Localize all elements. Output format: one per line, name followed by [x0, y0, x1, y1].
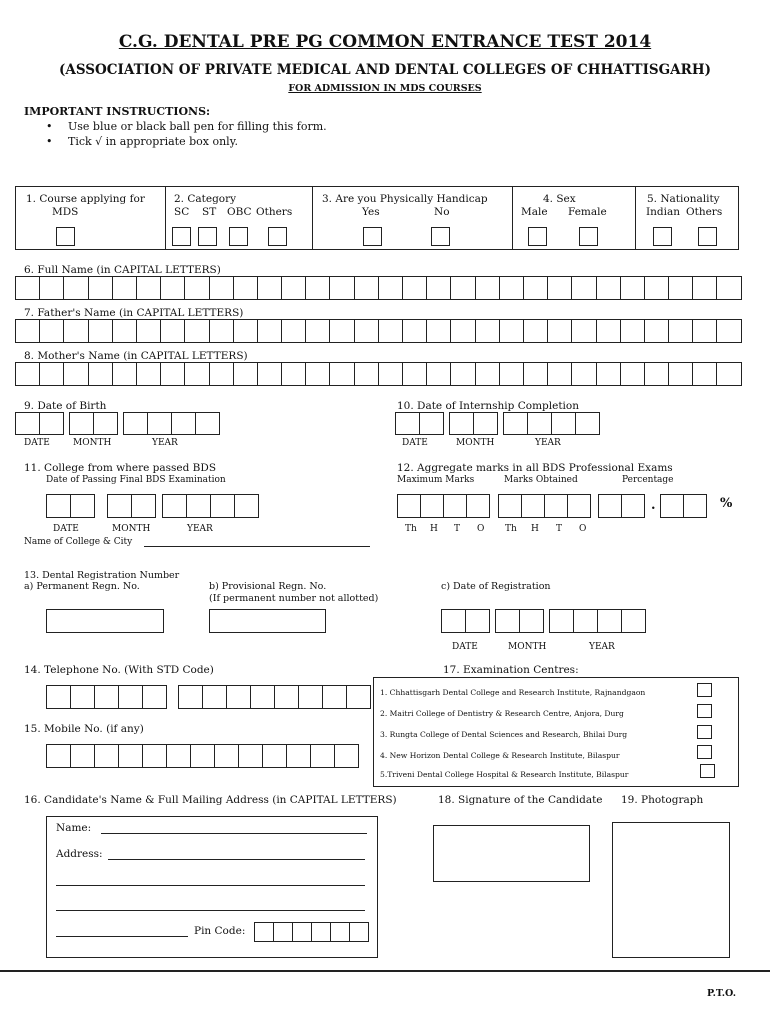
char-cell[interactable]: [142, 685, 167, 709]
exam-centre-2-checkbox[interactable]: [697, 704, 712, 718]
char-cell[interactable]: [195, 412, 220, 435]
pin-code-label: Pin Code:: [194, 925, 246, 937]
char-cell[interactable]: [521, 494, 545, 518]
char-cell[interactable]: [46, 685, 71, 709]
char-cell[interactable]: [450, 276, 475, 300]
q19-label: 19. Photograph: [621, 794, 704, 806]
exam-centre-1-checkbox[interactable]: [697, 683, 712, 697]
char-cell[interactable]: [184, 276, 209, 300]
char-cell[interactable]: [202, 685, 227, 709]
dob-year-caption: YEAR: [152, 438, 178, 448]
q7-label: 7. Father's Name (in CAPITAL LETTERS): [24, 307, 244, 319]
char-cell[interactable]: [250, 685, 275, 709]
char-cell[interactable]: [112, 276, 137, 300]
char-cell[interactable]: [692, 319, 717, 343]
char-cell[interactable]: [171, 412, 196, 435]
char-cell[interactable]: [354, 362, 379, 386]
char-cell[interactable]: [523, 362, 548, 386]
form-title: C.G. DENTAL PRE PG COMMON ENTRANCE TEST 2014: [118, 32, 652, 52]
char-cell[interactable]: [209, 319, 234, 343]
exam-centre-2: 2. Maitri College of Dentistry & Research Centre, Anjora, Durg: [380, 709, 624, 718]
instruction-item-2: Tick √ in appropriate box only.: [68, 135, 238, 148]
char-cell[interactable]: [644, 319, 669, 343]
address-line-3[interactable]: [56, 910, 365, 911]
registration-date-label: c) Date of Registration: [441, 581, 551, 592]
instructions-heading: IMPORTANT INSTRUCTIONS:: [24, 105, 211, 118]
char-cell[interactable]: [498, 494, 522, 518]
char-cell[interactable]: [15, 276, 40, 300]
char-cell[interactable]: [94, 685, 119, 709]
mds-checkbox[interactable]: [56, 227, 75, 246]
char-cell[interactable]: [716, 362, 741, 386]
char-cell[interactable]: [378, 362, 403, 386]
char-cell[interactable]: [692, 362, 717, 386]
percentage-label: Percentage: [622, 475, 674, 485]
exam-centre-3-checkbox[interactable]: [697, 725, 712, 739]
char-cell[interactable]: [142, 744, 167, 768]
place-o-2: O: [579, 524, 587, 534]
char-cell[interactable]: [274, 685, 299, 709]
char-cell[interactable]: [209, 362, 234, 386]
internship-month-input[interactable]: [449, 412, 498, 435]
percentage-decimal-point: .: [651, 498, 656, 513]
internship-year-caption: YEAR: [535, 438, 561, 448]
char-cell[interactable]: [466, 494, 490, 518]
char-cell[interactable]: [184, 362, 209, 386]
char-cell[interactable]: [567, 494, 591, 518]
char-cell[interactable]: [523, 276, 548, 300]
char-cell[interactable]: [286, 744, 311, 768]
char-cell[interactable]: [112, 362, 137, 386]
char-cell[interactable]: [443, 494, 467, 518]
char-cell[interactable]: [683, 494, 707, 518]
char-cell[interactable]: [136, 362, 161, 386]
address-line-4[interactable]: [56, 936, 188, 937]
handicap-yes-label: Yes: [362, 206, 380, 218]
reg-month-caption: MONTH: [508, 642, 547, 652]
nationality-indian-label: Indian: [646, 206, 681, 218]
char-cell[interactable]: [523, 319, 548, 343]
exam-centre-3: 3. Rungta College of Dental Sciences and Research, Bhilai Durg: [380, 730, 628, 739]
char-cell[interactable]: [214, 744, 239, 768]
char-cell[interactable]: [596, 319, 621, 343]
char-cell[interactable]: [147, 412, 172, 435]
char-cell[interactable]: [160, 276, 185, 300]
internship-month-caption: MONTH: [456, 438, 495, 448]
q18-label: 18. Signature of the Candidate: [438, 794, 603, 806]
char-cell[interactable]: [281, 276, 306, 300]
char-cell[interactable]: [234, 494, 259, 518]
marks-obtained-input[interactable]: [498, 494, 591, 518]
char-cell[interactable]: [597, 609, 622, 633]
char-cell[interactable]: [544, 494, 568, 518]
category-st-label: ST: [202, 206, 217, 218]
q8-label: 8. Mother's Name (in CAPITAL LETTERS): [24, 350, 248, 362]
char-cell[interactable]: [329, 362, 354, 386]
marks-obtained-label: Marks Obtained: [504, 475, 578, 485]
char-cell[interactable]: [262, 744, 287, 768]
percent-sign: %: [720, 496, 733, 511]
exam-centre-5-checkbox[interactable]: [700, 764, 715, 778]
char-cell[interactable]: [499, 319, 524, 343]
q10-label: 10. Date of Internship Completion: [397, 400, 579, 412]
char-cell[interactable]: [305, 362, 330, 386]
q1-label: 1. Course applying for: [26, 193, 145, 205]
divider: [635, 186, 636, 250]
address-address-label: Address:: [56, 848, 103, 860]
sex-female-checkbox[interactable]: [579, 227, 598, 246]
char-cell[interactable]: [499, 362, 524, 386]
bds-date-caption: DATE: [53, 524, 79, 534]
char-cell[interactable]: [644, 276, 669, 300]
char-cell[interactable]: [63, 276, 88, 300]
nationality-others-checkbox[interactable]: [698, 227, 717, 246]
char-cell[interactable]: [15, 362, 40, 386]
mother-name-input[interactable]: [15, 362, 742, 386]
char-cell[interactable]: [329, 319, 354, 343]
char-cell[interactable]: [88, 276, 113, 300]
category-obc-label: OBC: [227, 206, 252, 218]
place-o-1: O: [477, 524, 485, 534]
char-cell[interactable]: [184, 319, 209, 343]
char-cell[interactable]: [420, 494, 444, 518]
divider: [512, 186, 513, 250]
bds-year-caption: YEAR: [187, 524, 213, 534]
char-cell[interactable]: [190, 744, 215, 768]
char-cell[interactable]: [15, 319, 40, 343]
char-cell[interactable]: [551, 412, 576, 435]
permanent-regn-label: a) Permanent Regn. No.: [24, 581, 140, 592]
reg-date-caption: DATE: [452, 642, 478, 652]
char-cell[interactable]: [322, 685, 347, 709]
form-purpose: FOR ADMISSION IN MDS COURSES: [288, 83, 482, 94]
char-cell[interactable]: [69, 412, 94, 435]
q11-label: 11. College from where passed BDS: [24, 462, 217, 474]
char-cell[interactable]: [575, 412, 600, 435]
char-cell[interactable]: [257, 362, 282, 386]
char-cell[interactable]: [465, 609, 490, 633]
nationality-others-label: Others: [686, 206, 723, 218]
bds-month-caption: MONTH: [112, 524, 151, 534]
char-cell[interactable]: [668, 362, 693, 386]
char-cell[interactable]: [131, 494, 156, 518]
exam-centre-4-checkbox[interactable]: [697, 745, 712, 759]
registration-date-input[interactable]: [441, 609, 490, 633]
place-t-2: T: [556, 524, 563, 534]
q14-label: 14. Telephone No. (With STD Code): [24, 664, 214, 676]
bds-pass-year-input[interactable]: [162, 494, 259, 518]
q9-label: 9. Date of Birth: [24, 400, 107, 412]
footer-rule: [0, 970, 770, 972]
full-name-input[interactable]: [15, 276, 742, 300]
char-cell[interactable]: [70, 744, 95, 768]
divider: [165, 186, 166, 250]
char-cell[interactable]: [450, 362, 475, 386]
dob-date-input[interactable]: [15, 412, 64, 435]
handicap-no-label: No: [434, 206, 450, 218]
char-cell[interactable]: [298, 685, 323, 709]
char-cell[interactable]: [571, 319, 596, 343]
q15-label: 15. Mobile No. (if any): [24, 723, 144, 735]
q1-option-mds: MDS: [52, 206, 79, 218]
char-cell[interactable]: [112, 319, 137, 343]
char-cell[interactable]: [571, 362, 596, 386]
char-cell[interactable]: [499, 276, 524, 300]
char-cell[interactable]: [238, 744, 263, 768]
char-cell[interactable]: [39, 412, 64, 435]
char-cell[interactable]: [378, 276, 403, 300]
place-h-2: H: [531, 524, 539, 534]
char-cell[interactable]: [441, 609, 466, 633]
char-cell[interactable]: [596, 276, 621, 300]
char-cell[interactable]: [305, 276, 330, 300]
telephone-number-input[interactable]: [178, 685, 371, 709]
max-marks-label: Maximum Marks: [397, 475, 475, 485]
char-cell[interactable]: [210, 494, 235, 518]
place-th-2: Th: [505, 524, 517, 534]
char-cell[interactable]: [519, 609, 544, 633]
char-cell[interactable]: [310, 744, 335, 768]
address-name-line[interactable]: [101, 833, 367, 834]
char-cell[interactable]: [93, 412, 118, 435]
mobile-number-input[interactable]: [46, 744, 359, 768]
dob-year-input[interactable]: [123, 412, 220, 435]
char-cell[interactable]: [354, 319, 379, 343]
char-cell[interactable]: [621, 609, 646, 633]
exam-centre-5: 5.Triveni Dental College Hospital & Research Institute, Bilaspur: [380, 770, 629, 779]
dob-date-caption: DATE: [24, 438, 50, 448]
address-line-1[interactable]: [108, 859, 365, 860]
registration-year-input[interactable]: [549, 609, 646, 633]
form-subtitle: (ASSOCIATION OF PRIVATE MEDICAL AND DENTAL COLLEGES OF CHHATTISGARH): [58, 62, 712, 78]
char-cell[interactable]: [475, 319, 500, 343]
q5-label: 5. Nationality: [647, 193, 720, 205]
char-cell[interactable]: [330, 922, 350, 942]
char-cell[interactable]: [329, 276, 354, 300]
char-cell[interactable]: [449, 412, 474, 435]
char-cell[interactable]: [123, 412, 148, 435]
address-line-2[interactable]: [56, 885, 365, 886]
category-obc-checkbox[interactable]: [229, 227, 248, 246]
char-cell[interactable]: [118, 685, 143, 709]
std-code-input[interactable]: [46, 685, 167, 709]
divider: [312, 186, 313, 250]
char-cell[interactable]: [475, 276, 500, 300]
char-cell[interactable]: [644, 362, 669, 386]
char-cell[interactable]: [547, 362, 572, 386]
char-cell[interactable]: [233, 319, 258, 343]
internship-year-input[interactable]: [503, 412, 600, 435]
provisional-regn-input[interactable]: [209, 609, 326, 633]
internship-date-caption: DATE: [402, 438, 428, 448]
char-cell[interactable]: [254, 922, 274, 942]
char-cell[interactable]: [233, 362, 258, 386]
bds-pass-date-input[interactable]: [46, 494, 95, 518]
q11-sub-label: Date of Passing Final BDS Examination: [46, 475, 226, 485]
char-cell[interactable]: [63, 319, 88, 343]
char-cell[interactable]: [598, 494, 622, 518]
char-cell[interactable]: [233, 276, 258, 300]
char-cell[interactable]: [178, 685, 203, 709]
char-cell[interactable]: [716, 276, 741, 300]
char-cell[interactable]: [281, 319, 306, 343]
father-name-input[interactable]: [15, 319, 742, 343]
char-cell[interactable]: [39, 362, 64, 386]
char-cell[interactable]: [378, 319, 403, 343]
char-cell[interactable]: [162, 494, 187, 518]
char-cell[interactable]: [549, 609, 574, 633]
q2-label: 2. Category: [174, 193, 237, 205]
char-cell[interactable]: [426, 362, 451, 386]
char-cell[interactable]: [426, 276, 451, 300]
char-cell[interactable]: [596, 362, 621, 386]
char-cell[interactable]: [620, 362, 645, 386]
college-city-line[interactable]: [144, 546, 370, 547]
char-cell[interactable]: [160, 319, 185, 343]
char-cell[interactable]: [346, 685, 371, 709]
q17-label: 17. Examination Centres:: [443, 664, 579, 676]
char-cell[interactable]: [257, 276, 282, 300]
category-others-checkbox[interactable]: [268, 227, 287, 246]
category-sc-checkbox[interactable]: [172, 227, 191, 246]
dob-month-caption: MONTH: [73, 438, 112, 448]
char-cell[interactable]: [160, 362, 185, 386]
char-cell[interactable]: [495, 609, 520, 633]
permanent-regn-input[interactable]: [46, 609, 164, 633]
char-cell[interactable]: [88, 319, 113, 343]
char-cell[interactable]: [88, 362, 113, 386]
q6-label: 6. Full Name (in CAPITAL LETTERS): [24, 264, 221, 276]
char-cell[interactable]: [473, 412, 498, 435]
char-cell[interactable]: [281, 362, 306, 386]
percentage-decimal-input[interactable]: [660, 494, 707, 518]
char-cell[interactable]: [503, 412, 528, 435]
max-marks-input[interactable]: [397, 494, 490, 518]
char-cell[interactable]: [257, 319, 282, 343]
q12-label: 12. Aggregate marks in all BDS Professional Exams: [397, 462, 673, 474]
char-cell[interactable]: [136, 276, 161, 300]
pin-code-input[interactable]: [254, 922, 369, 942]
char-cell[interactable]: [349, 922, 369, 942]
char-cell[interactable]: [136, 319, 161, 343]
q16-label: 16. Candidate's Name & Full Mailing Address (in CAPITAL LETTERS): [24, 794, 397, 806]
char-cell[interactable]: [402, 276, 427, 300]
char-cell[interactable]: [716, 319, 741, 343]
exam-centre-1: 1. Chhattisgarh Dental College and Research Institute, Rajnandgaon: [380, 688, 646, 697]
char-cell[interactable]: [334, 744, 359, 768]
char-cell[interactable]: [70, 685, 95, 709]
char-cell[interactable]: [573, 609, 598, 633]
char-cell[interactable]: [397, 494, 421, 518]
char-cell[interactable]: [226, 685, 251, 709]
char-cell[interactable]: [660, 494, 684, 518]
instruction-item-1: Use blue or black ball pen for filling this form.: [68, 120, 327, 133]
char-cell[interactable]: [402, 362, 427, 386]
q3-label: 3. Are you Physically Handicap: [322, 193, 488, 205]
char-cell[interactable]: [547, 276, 572, 300]
dob-month-input[interactable]: [69, 412, 118, 435]
char-cell[interactable]: [395, 412, 420, 435]
char-cell[interactable]: [621, 494, 645, 518]
address-name-label: Name:: [56, 822, 92, 834]
instruction-bullet-2: •: [46, 135, 53, 148]
char-cell[interactable]: [166, 744, 191, 768]
char-cell[interactable]: [209, 276, 234, 300]
percentage-integer-input[interactable]: [598, 494, 645, 518]
char-cell[interactable]: [46, 744, 71, 768]
photograph-box[interactable]: [612, 822, 730, 958]
signature-box[interactable]: [433, 825, 590, 882]
reg-year-caption: YEAR: [589, 642, 615, 652]
place-t-1: T: [454, 524, 461, 534]
char-cell[interactable]: [311, 922, 331, 942]
char-cell[interactable]: [94, 744, 119, 768]
sex-male-checkbox[interactable]: [528, 227, 547, 246]
q13-label: 13. Dental Registration Number: [24, 570, 180, 581]
char-cell[interactable]: [668, 319, 693, 343]
char-cell[interactable]: [547, 319, 572, 343]
char-cell[interactable]: [107, 494, 132, 518]
char-cell[interactable]: [292, 922, 312, 942]
category-sc-label: SC: [174, 206, 190, 218]
char-cell[interactable]: [419, 412, 444, 435]
char-cell[interactable]: [63, 362, 88, 386]
bds-pass-month-input[interactable]: [107, 494, 156, 518]
char-cell[interactable]: [668, 276, 693, 300]
provisional-regn-label: b) Provisional Regn. No.: [209, 581, 327, 592]
char-cell[interactable]: [118, 744, 143, 768]
char-cell[interactable]: [305, 319, 330, 343]
char-cell[interactable]: [15, 412, 40, 435]
category-st-checkbox[interactable]: [198, 227, 217, 246]
char-cell[interactable]: [70, 494, 95, 518]
char-cell[interactable]: [620, 319, 645, 343]
nationality-indian-checkbox[interactable]: [653, 227, 672, 246]
handicap-no-checkbox[interactable]: [431, 227, 450, 246]
registration-month-input[interactable]: [495, 609, 544, 633]
exam-centre-4: 4. New Horizon Dental College & Research Institute, Bilaspur: [380, 751, 620, 760]
char-cell[interactable]: [46, 494, 71, 518]
char-cell[interactable]: [692, 276, 717, 300]
sex-female-label: Female: [568, 206, 607, 218]
char-cell[interactable]: [426, 319, 451, 343]
sex-male-label: Male: [521, 206, 548, 218]
place-h-1: H: [430, 524, 438, 534]
category-others-label: Others: [256, 206, 293, 218]
char-cell[interactable]: [273, 922, 293, 942]
pto-label: P.T.O.: [707, 988, 737, 999]
q4-label: 4. Sex: [543, 193, 576, 205]
char-cell[interactable]: [39, 276, 64, 300]
char-cell[interactable]: [571, 276, 596, 300]
char-cell[interactable]: [354, 276, 379, 300]
provisional-regn-note: (If permanent number not allotted): [209, 593, 379, 604]
handicap-yes-checkbox[interactable]: [363, 227, 382, 246]
college-city-label: Name of College & City: [24, 537, 133, 547]
char-cell[interactable]: [527, 412, 552, 435]
char-cell[interactable]: [39, 319, 64, 343]
char-cell[interactable]: [402, 319, 427, 343]
char-cell[interactable]: [186, 494, 211, 518]
place-th-1: Th: [405, 524, 417, 534]
internship-date-input[interactable]: [395, 412, 444, 435]
char-cell[interactable]: [620, 276, 645, 300]
char-cell[interactable]: [450, 319, 475, 343]
char-cell[interactable]: [475, 362, 500, 386]
instruction-bullet-1: •: [46, 120, 53, 133]
